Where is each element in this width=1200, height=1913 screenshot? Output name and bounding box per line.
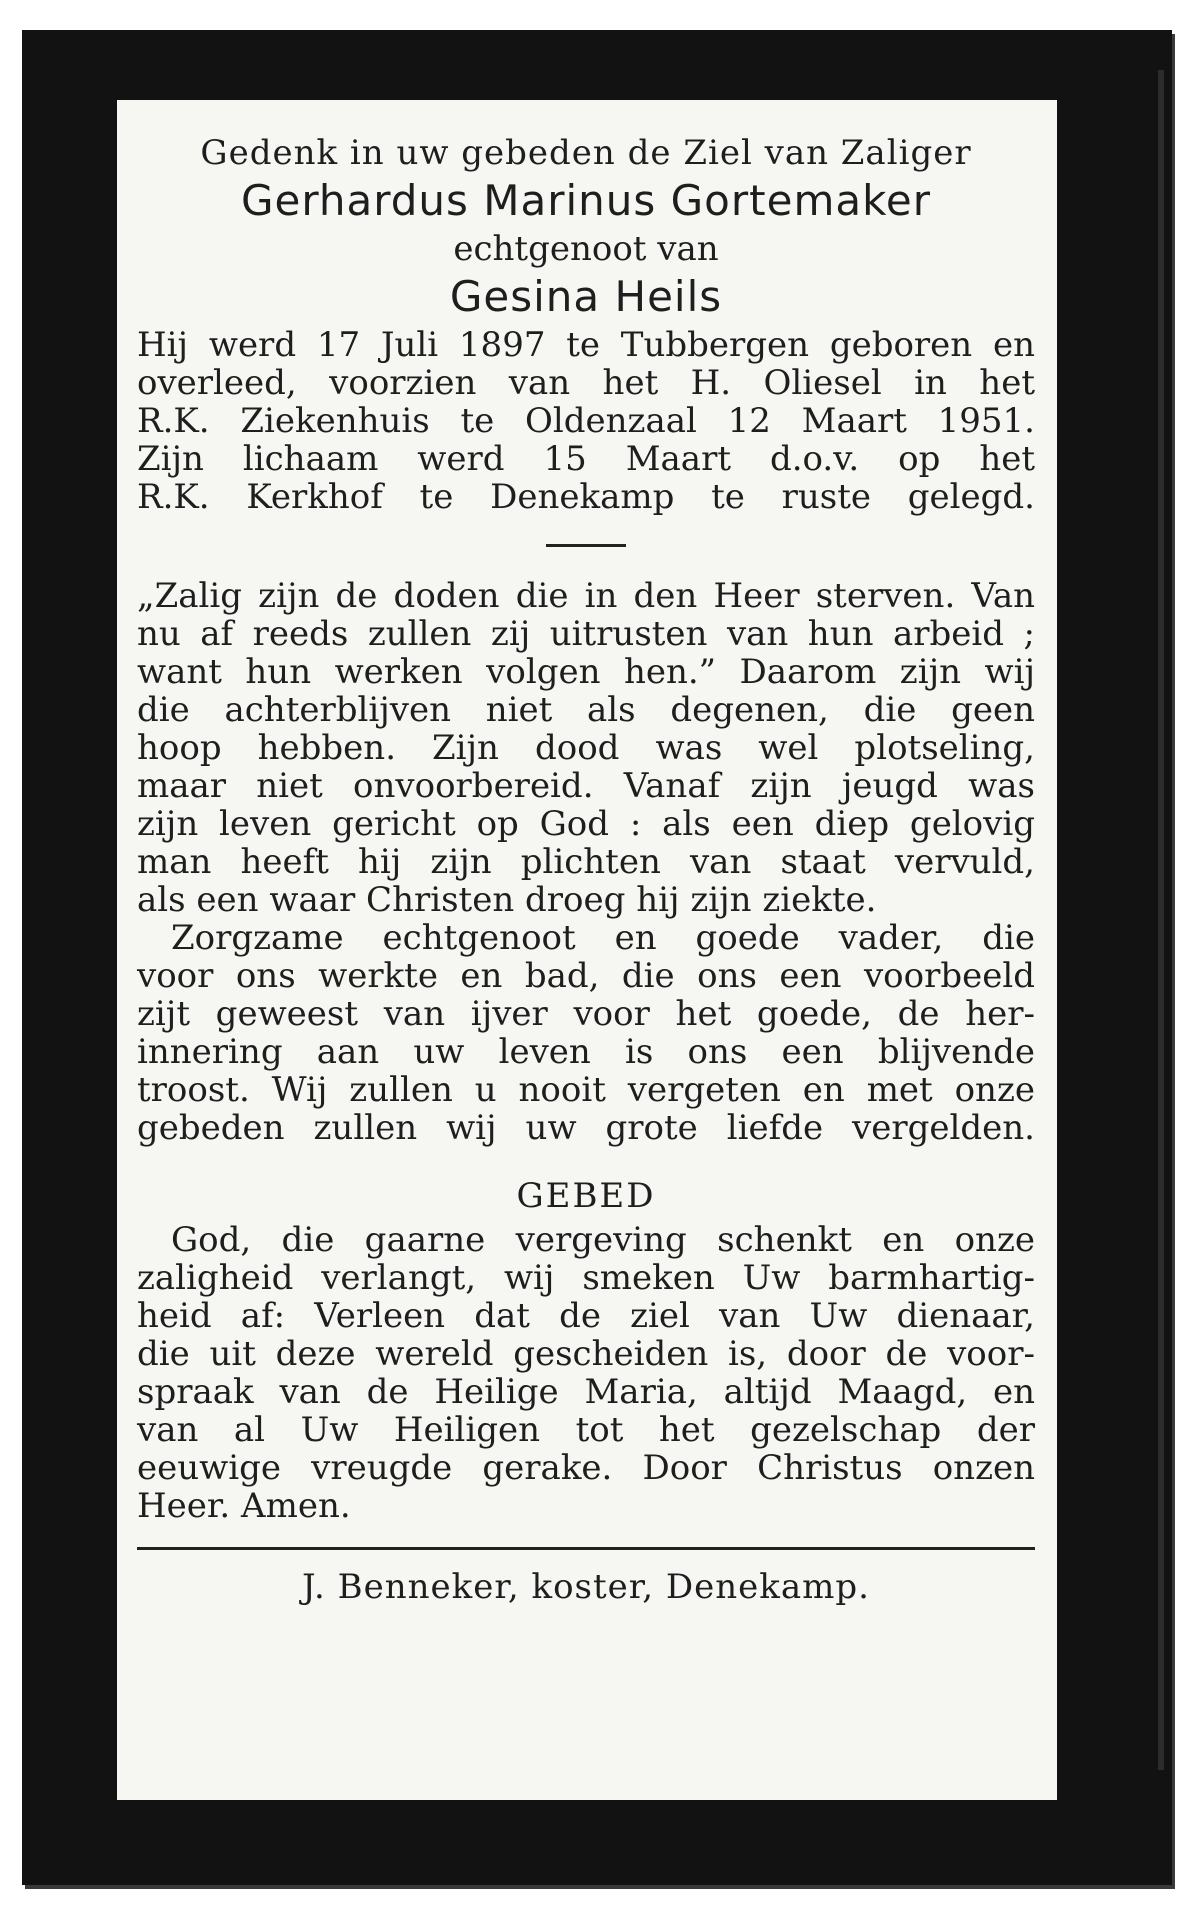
tribute-line: Zorgzame echtgenoot en goede vader, die <box>171 918 1035 958</box>
prayer-title: GEBED <box>516 1176 656 1216</box>
tribute-line: zijn leven gericht op God : als een diep gelovig <box>137 804 1035 844</box>
tribute-line: voor ons werkte en bad, die ons een voorbeeld <box>137 956 1035 996</box>
bio-line: overleed, voorzien van het H. Oliesel in het <box>137 363 1035 403</box>
prayer-line: God, die gaarne vergeving schenkt en onze <box>171 1220 1035 1260</box>
memorial-card-border <box>22 30 1172 1885</box>
prayer-line: van al Uw Heiligen tot het gezelschap der <box>137 1410 1035 1450</box>
section-divider <box>546 544 626 547</box>
prayer-line: Heer. Amen. <box>137 1486 351 1526</box>
intro-line: Gedenk in uw gebeden de Ziel van Zaliger <box>200 133 972 173</box>
prayer-line: spraak van de Heilige Maria, altijd Maagd, en <box>137 1372 1035 1412</box>
tribute-line: zijt geweest van ijver voor het goede, de her- <box>137 994 1035 1034</box>
prayer-line: die uit deze wereld gescheiden is, door de voor- <box>137 1334 1035 1374</box>
tribute-line: maar niet onvoorbereid. Vanaf zijn jeugd was <box>137 766 1035 806</box>
biography <box>137 326 1035 516</box>
tribute-line: nu af reeds zullen zij uitrusten van hun arbeid ; <box>137 614 1035 654</box>
tribute-line: hoop hebben. Zijn dood was wel plotseling, <box>137 728 1035 768</box>
tribute-line: die achterblijven niet als degenen, die geen <box>137 690 1035 730</box>
bio-line: Zijn lichaam werd 15 Maart d.o.v. op het <box>137 439 1035 479</box>
tribute-line: troost. Wij zullen u nooit vergeten en met onze <box>137 1070 1035 1110</box>
footer-divider <box>137 1547 1035 1550</box>
memorial-card-text-panel <box>117 100 1057 1800</box>
prayer-text <box>137 1221 1035 1525</box>
relation-line: echtgenoot van <box>453 229 719 269</box>
tribute-line: gebeden zullen wij uw grote liefde vergelden. <box>137 1108 1035 1148</box>
tribute-line: als een waar Christen droeg hij zijn ziekte. <box>137 880 877 920</box>
prayer-line: heid af: Verleen dat de ziel van Uw dienaar, <box>137 1296 1035 1336</box>
tribute-text <box>137 577 1035 1147</box>
prayer-line: zaligheid verlangt, wij smeken Uw barmhartig- <box>137 1258 1035 1298</box>
tribute-line: man heeft hij zijn plichten van staat vervuld, <box>137 842 1035 882</box>
prayer-line: eeuwige vreugde gerake. Door Christus onzen <box>137 1448 1035 1488</box>
deceased-name: Gerhardus Marinus Gortemaker <box>240 176 932 225</box>
bio-line: R.K. Kerkhof te Denekamp te ruste gelegd. <box>137 477 1035 517</box>
printer-credit: J. Benneker, koster, Denekamp. <box>301 1567 870 1607</box>
tribute-line: „Zalig zijn de doden die in den Heer sterven. Van <box>137 576 1035 616</box>
spouse-name: Gesina Heils <box>449 272 723 321</box>
bio-line: Hij werd 17 Juli 1897 te Tubbergen geboren en <box>137 325 1035 365</box>
bio-line: R.K. Ziekenhuis te Oldenzaal 12 Maart 1951. <box>137 401 1035 441</box>
tribute-line: want hun werken volgen hen.” Daarom zijn wij <box>137 652 1035 692</box>
tribute-line: innering aan uw leven is ons een blijvende <box>137 1032 1035 1072</box>
